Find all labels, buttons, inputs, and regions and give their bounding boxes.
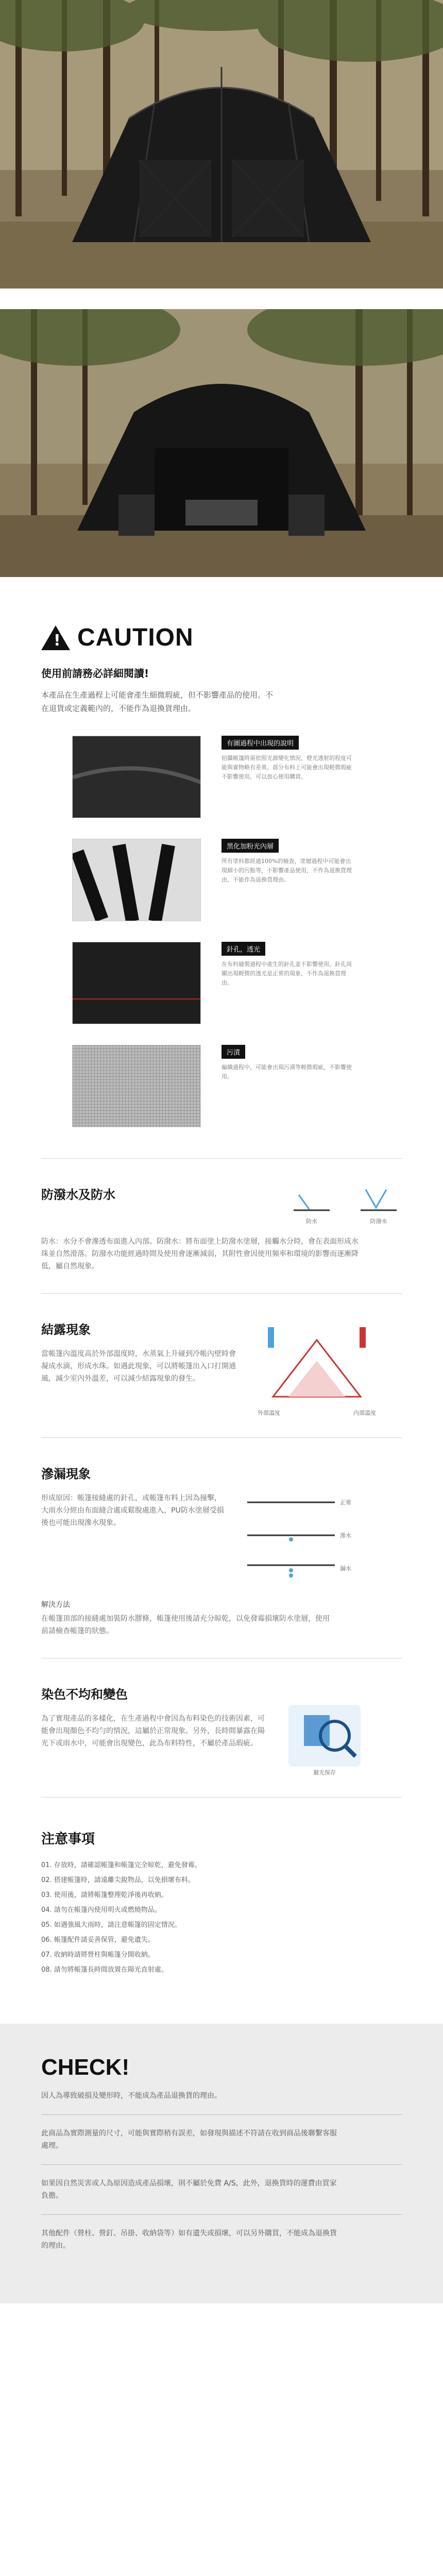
notes-list xyxy=(41,1858,402,1977)
notes-title: 注意事項 xyxy=(41,1832,95,1847)
pole-image xyxy=(72,839,201,921)
color-section xyxy=(0,1658,443,1797)
section-text: 形成原因：帳篷接縫處的針孔，或帳篷布料上因為撞擊，大雨水分經由布面縫合處或鬆脫處進入，PU防水塗層受損後也可能出現滲水現象。 xyxy=(41,1494,224,1527)
caution-header xyxy=(41,577,402,652)
note-item: 05. 如遇強風大雨時，請注意帳篷的固定情況。 xyxy=(41,1921,181,1929)
section-text: 當帳篷內溫度高於外部溫度時，水蒸氣上升碰到冷帳內壁時會凝成水滴，形成水珠。如遇此現象，可以將帳篷出入口打開通風，減少室內外溫差，可以減少結露現象的發生。 xyxy=(41,1350,236,1383)
note-item: 06. 帳篷配件請妥善保管，避免遺失。 xyxy=(41,1936,155,1944)
condensation-diagram: 外部溫度 内部溫度 xyxy=(258,1319,376,1417)
section-text: 為了實現產品的多樣化，在生產過程中會因為布料染色的技術因素，可能會出現顏色不均勻的情況，這屬於正常現象。另外，長時間暴露在陽光下或雨水中，可能會出現變色，此為布料特性，不屬於產品瑕疵。 xyxy=(41,1715,265,1748)
warning-icon: ! xyxy=(41,625,70,650)
note-item: 07. 收納時請將營柱與帳篷分開收納。 xyxy=(41,1951,155,1959)
note-item: 02. 搭建帳篷時，請遠離尖銳物品，以免損壞布料。 xyxy=(41,1876,195,1884)
note-item: 03. 使用後，請將帳篷整理乾淨後再收納。 xyxy=(41,1891,168,1899)
check-para: 其他配件（營柱、營釘、吊掛、收納袋等）如有遺失或損壞，可以另外購買，不能成為退換貨的理由。 xyxy=(41,2229,337,2250)
solution-text: 在帳篷頂部的接縫處加裝防水膠條，帳篷使用後請充分晾乾，以免發霉損壞防水塗層，使用前請檢查帳篷的狀態。 xyxy=(41,1615,330,1635)
material-tag: 污漬 xyxy=(222,1045,245,1059)
material-desc: 所有塗料都經過100%的檢查，塗層過程中可能會出現細小的污點等，不影響產品使用，不作為退換貨理由，不能作為退換貨理由。 xyxy=(222,858,352,883)
material-desc: 編織過程中，可能會出現污漬等輕微瑕疵，不影響使用。 xyxy=(222,1064,352,1080)
material-desc: 拍攝帳篷時需依照光源變化情況，燈光透射的程度可能與實物略有差異，部分布料上可能會出現輕微瑕疵不影響使用，可以放心使用購買。 xyxy=(222,755,352,780)
product-photo-tent-camp xyxy=(0,309,443,577)
note-item: 01. 存放時，請確認帳篷和帳篷完全晾乾，避免發霉。 xyxy=(41,1861,201,1869)
seepage-section xyxy=(0,1438,443,1658)
material-item xyxy=(72,839,402,921)
section-title: 滲漏現象 xyxy=(41,1467,91,1481)
note-item: 08. 請勿將帳篷長時間放置在陽光直射處。 xyxy=(41,1966,168,1974)
section-title: 結露現象 xyxy=(41,1323,91,1337)
waterproof-icon: 防水 防潑水 xyxy=(288,1184,402,1225)
product-photo-tent-front xyxy=(0,0,443,289)
material-tag: 針孔，透光 xyxy=(222,942,265,956)
check-section xyxy=(0,2024,443,2303)
check-title: CHECK! xyxy=(41,2055,130,2080)
material-desc: 在布料縫製過程中產生的針孔並不影響使用，針孔周圍出現輕微的透光是正常的現象，不作為退換貨理由。 xyxy=(222,961,352,986)
note-item: 04. 請勿在帳篷內使用明火或燃燒物品。 xyxy=(41,1906,161,1914)
waterproof-section xyxy=(0,1159,443,1293)
section-title: 染色不均和變色 xyxy=(41,1687,128,1702)
check-para: 因人為導致破損及變形時，不能成為產品退換貨的理由。 xyxy=(41,2092,222,2100)
check-para: 此商品為實際測量的尺寸，可能與實際稍有誤差，如發現與描述不符請在收到商品後聯繫客服處理。 xyxy=(41,2129,337,2150)
caution-title: CAUTION xyxy=(77,624,194,651)
solution-title: 解決方法 xyxy=(41,1601,70,1609)
material-tag: 黑化加粉光內層 xyxy=(222,839,279,853)
mesh-image xyxy=(72,1045,201,1127)
material-tag: 有圖過程中出現的說明 xyxy=(222,736,299,750)
pinhole-image xyxy=(72,942,201,1024)
caution-subtitle: 使用前請務必詳細閱讀! xyxy=(41,667,149,680)
material-item xyxy=(72,942,402,1024)
material-item xyxy=(72,1045,402,1127)
section-text: 防水：水分不會滲透布面進入內部。防潑水：將布面塗上防潑水塗層，接觸水分時，會在表面形成水珠並自然滑落。防潑水功能經過時間及使用會逐漸減弱，其附性會因使用頻率和環境的影響而逐漸降低，屬自然現象。 xyxy=(41,1238,359,1270)
seepage-diagram: 正常 滲水 漏水 xyxy=(247,1492,371,1579)
caution-text: 本產品在生產過程上可能會產生細微瑕疵，但不影響產品的使用。不在退貨或定義範內的，不能作為退換貨理由。 xyxy=(41,690,274,713)
sunlight-icon: 避光保存 xyxy=(288,1684,361,1776)
check-para: 如果因自然災害或人為原因造成產品損壞，則不屬於免費 A/S，此外，退換貨時的運費由買家負擔。 xyxy=(41,2179,337,2200)
section-title: 防潑水及防水 xyxy=(41,1188,115,1202)
condensation-section xyxy=(0,1294,443,1437)
material-item xyxy=(72,736,402,818)
fabric-image xyxy=(72,736,201,818)
